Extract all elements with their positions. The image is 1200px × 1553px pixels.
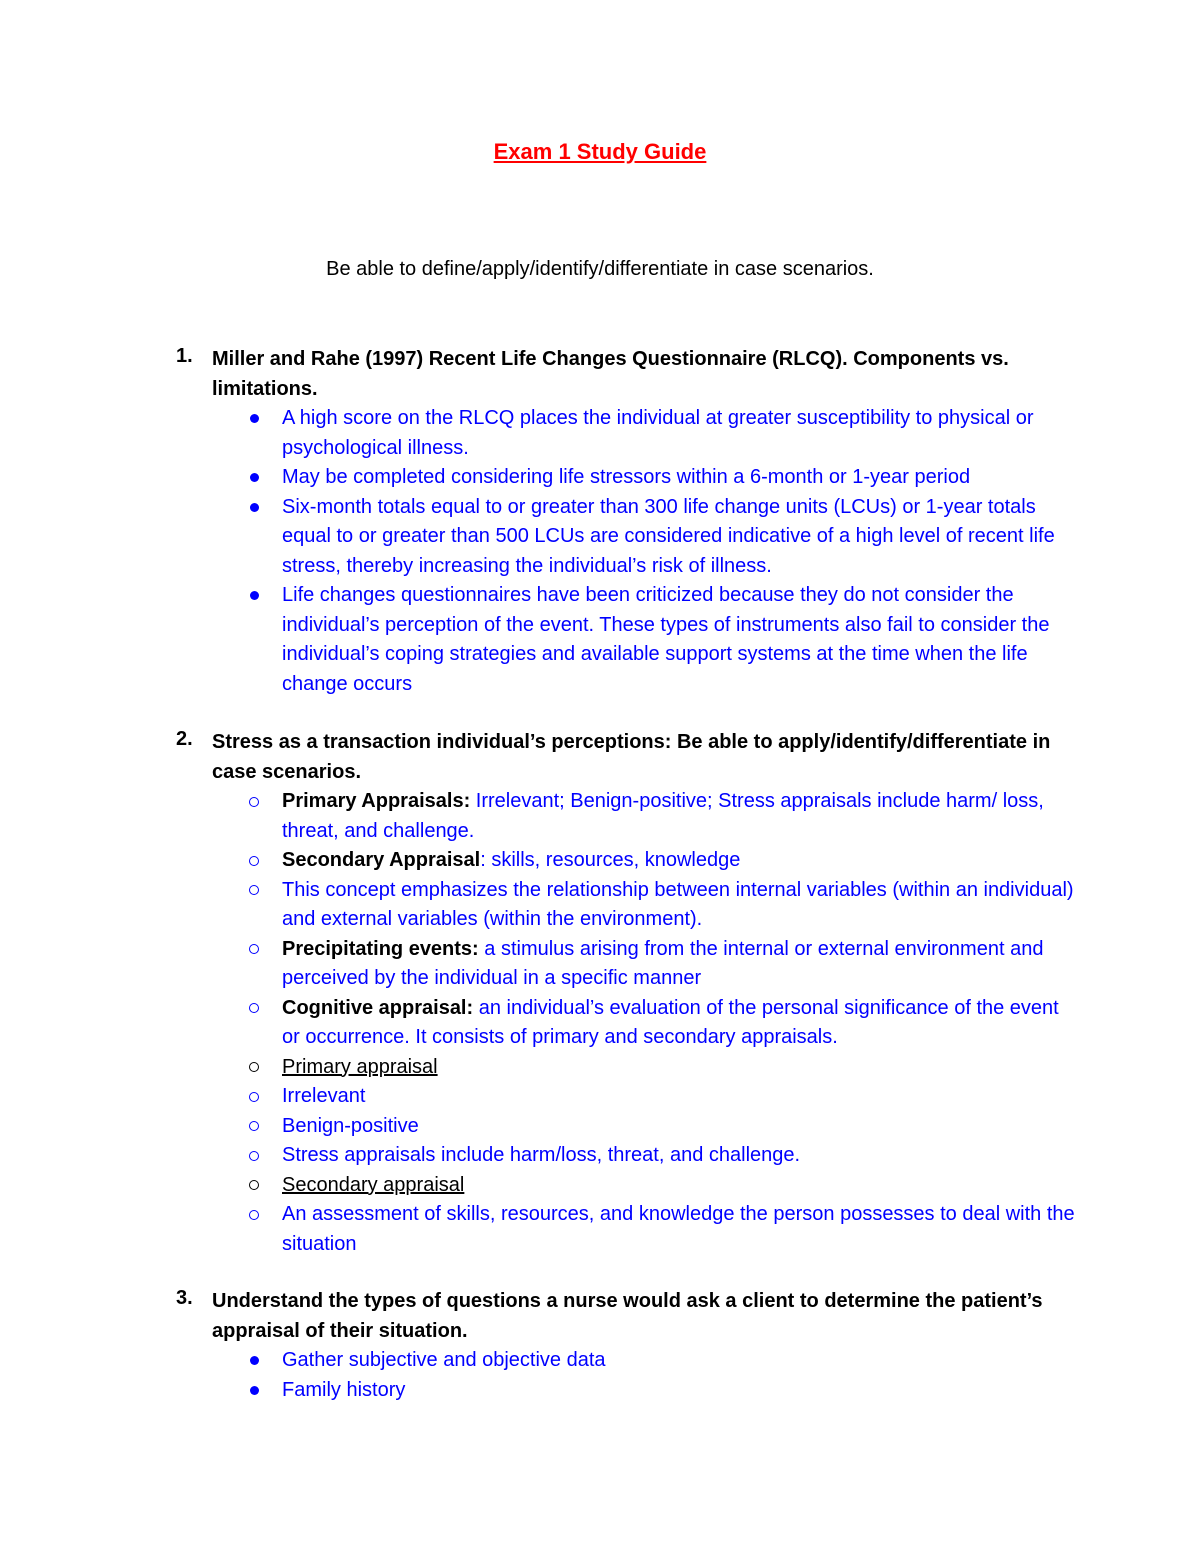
list-item: Six-month totals equal to or greater than 300 life change units (LCUs) or 1-year totals equal to or greater than 500 LCUs are considered indicative of a high level of recent life stress, thereby increasing the individual’s risk of illness.	[282, 493, 1076, 582]
list-item: Irrelevant	[282, 1082, 1076, 1112]
term-label: Primary Appraisals:	[282, 790, 471, 812]
circle-bullet-icon	[244, 994, 264, 1024]
bullet-icon	[244, 1376, 264, 1406]
bullet-list	[282, 1346, 1076, 1405]
section-2	[176, 728, 1076, 1259]
page-title: Exam 1 Study Guide	[493, 139, 707, 164]
section-heading: Miller and Rahe (1997) Recent Life Changes Questionnaire (RLCQ). Components vs. limitations.	[212, 348, 1009, 400]
list-item: Stress appraisals include harm/loss, threat, and challenge.	[282, 1141, 1076, 1171]
circle-bullet-icon	[244, 787, 264, 817]
subheading: Secondary appraisal	[282, 1173, 465, 1196]
bullet-icon	[244, 493, 264, 523]
bullet-icon	[244, 581, 264, 611]
section-number: 1.	[176, 345, 193, 367]
list-item: Secondary Appraisal: skills, resources, knowledge	[282, 846, 1076, 876]
circle-bullet-icon	[244, 1200, 264, 1230]
bullet-icon	[244, 1346, 264, 1376]
list-item: Family history	[282, 1376, 1076, 1406]
circle-bullet-icon	[244, 1112, 264, 1142]
list-item: Cognitive appraisal: an individual’s evaluation of the personal significance of the event or occurrence. It consists of primary and secondary appraisals.	[282, 994, 1076, 1053]
list-item	[282, 1053, 1076, 1083]
term-label: Precipitating events:	[282, 937, 479, 960]
circle-bullet-icon	[244, 1141, 264, 1171]
list-item: Precipitating events: a stimulus arising from the internal or external environment and perceived by the individual in a specific manner	[282, 935, 1076, 994]
section-heading: Stress as a transaction individual’s perceptions: Be able to apply/identify/differentiate in case scenarios.	[212, 731, 1051, 783]
bullet-icon	[244, 463, 264, 493]
list-item: This concept emphasizes the relationship between internal variables (within an individual) and external variables (within the environment).	[282, 876, 1076, 935]
list-item: Gather subjective and objective data	[282, 1346, 1076, 1376]
list-item: Life changes questionnaires have been criticized because they do not consider the individual’s perception of the event. These types of instruments also fail to consider the individual’s coping strategies and available support systems at the time when the life change occurs	[282, 581, 1076, 699]
section-number: 2.	[176, 728, 193, 750]
section-1	[176, 345, 1076, 699]
circle-bullet-icon	[244, 935, 264, 965]
term-label: Cognitive appraisal:	[282, 996, 474, 1019]
list-item: An assessment of skills, resources, and knowledge the person possesses to deal with the situation	[282, 1200, 1076, 1259]
section-3	[176, 1287, 1076, 1405]
list-item: Primary Appraisals: Irrelevant; Benign-positive; Stress appraisals include harm/ loss, threat, and challenge.	[282, 787, 1076, 846]
list-item: A high score on the RLCQ places the individual at greater susceptibility to physical or psychological illness.	[282, 404, 1076, 463]
section-heading: Understand the types of questions a nurse would ask a client to determine the patient’s appraisal of their situation.	[212, 1290, 1043, 1342]
term-label: Secondary Appraisal	[282, 849, 481, 871]
bullet-icon	[244, 404, 264, 434]
instructions: Be able to define/apply/identify/differentiate in case scenarios.	[326, 258, 874, 280]
circle-bullet-icon	[244, 846, 264, 876]
list-item: Benign-positive	[282, 1112, 1076, 1142]
circle-bullet-icon	[244, 1053, 264, 1083]
subheading: Primary appraisal	[282, 1055, 438, 1078]
list-item	[282, 1171, 1076, 1201]
list-item: May be completed considering life stressors within a 6-month or 1-year period	[282, 463, 1076, 493]
circle-bullet-icon	[244, 876, 264, 906]
circle-list	[282, 787, 1076, 1259]
circle-bullet-icon	[244, 1082, 264, 1112]
bullet-list	[282, 404, 1076, 699]
circle-bullet-icon	[244, 1171, 264, 1201]
section-number: 3.	[176, 1287, 193, 1309]
